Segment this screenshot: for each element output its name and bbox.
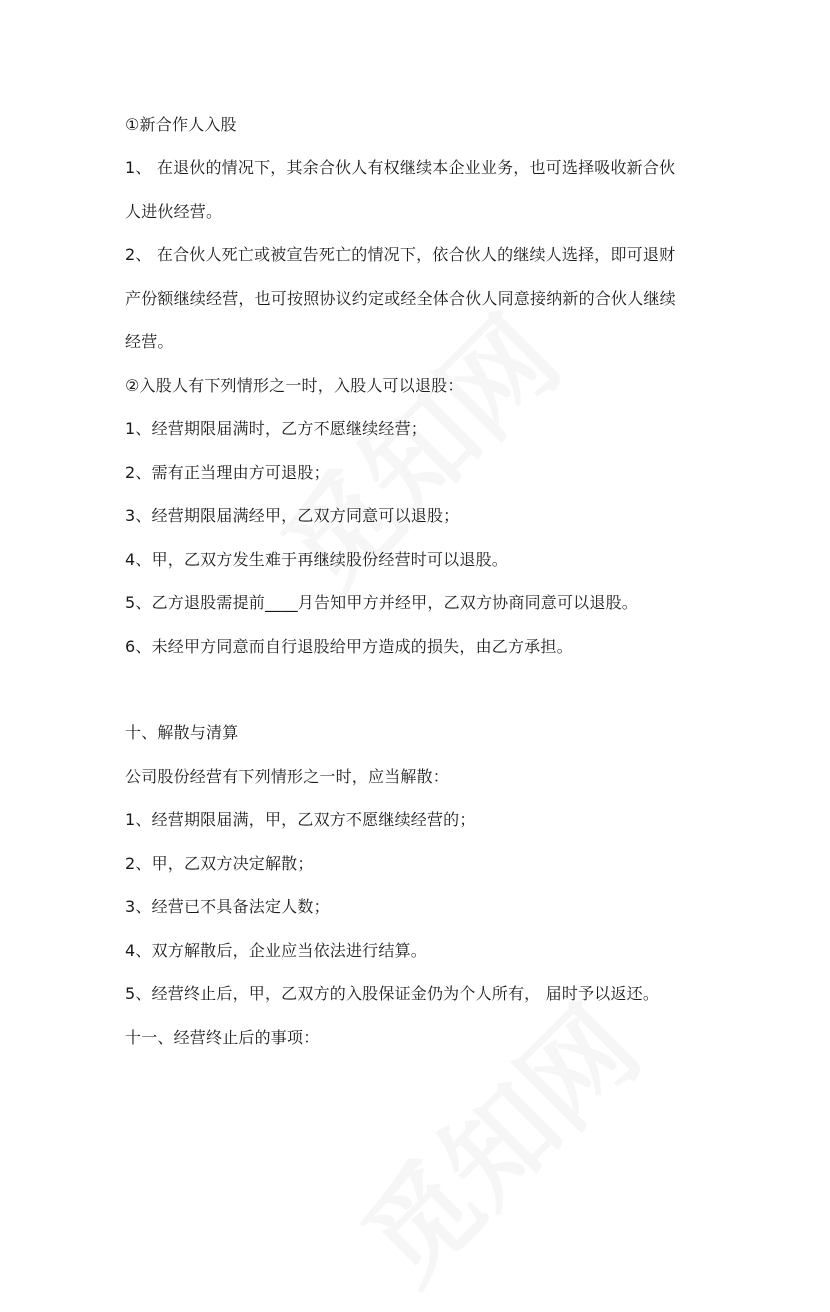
paragraph-line: 2、 在合伙人死亡或被宣告死亡的情况下，依合伙人的继续人选择，即可退财 <box>125 245 676 264</box>
section-heading-post-termination: 十一、经营终止后的事项： <box>125 1028 320 1047</box>
section-heading-dissolution: 十、解散与清算 <box>125 723 239 742</box>
paragraph-line: 人进伙经营。 <box>125 202 223 221</box>
list-item: 3、经营已不具备法定人数； <box>125 897 330 916</box>
watermark <box>322 966 667 1311</box>
list-item: 5、经营终止后，甲，乙双方的入股保证金仍为个人所有， 届时予以返还。 <box>125 984 660 1003</box>
list-item: 4、双方解散后，企业应当依法进行结算。 <box>125 941 427 960</box>
list-item: 4、甲，乙双方发生难于再继续股份经营时可以退股。 <box>125 550 508 569</box>
paragraph-line: 1、 在退伙的情况下，其余合伙人有权继续本企业业务，也可选择吸收新合伙 <box>125 158 676 177</box>
list-item: 5、乙方退股需提前____月告知甲方并经甲，乙双方协商同意可以退股。 <box>125 593 638 612</box>
paragraph-line: 产份额继续经营，也可按照协议约定或经全体合伙人同意接纳新的合伙人继续 <box>125 289 676 308</box>
paragraph-line: 经营。 <box>125 332 174 351</box>
list-item: 6、未经甲方同意而自行退股给甲方造成的损失，由乙方承担。 <box>125 637 573 656</box>
list-item: 2、需有正当理由方可退股； <box>125 463 330 482</box>
list-item: 2、甲，乙双方决定解散； <box>125 854 314 873</box>
list-item: 3、经营期限届满经甲，乙双方同意可以退股； <box>125 506 460 525</box>
clause-heading-new-partner: ①新合作人入股 <box>125 115 237 134</box>
paragraph-line: 公司股份经营有下列情形之一时，应当解散： <box>125 767 450 786</box>
list-item: 1、经营期限届满，甲，乙双方不愿继续经营的； <box>125 810 476 829</box>
list-item: 1、经营期限届满时，乙方不愿继续经营； <box>125 419 427 438</box>
clause-heading-withdrawal: ②入股人有下列情形之一时，入股人可以退股： <box>125 376 464 395</box>
